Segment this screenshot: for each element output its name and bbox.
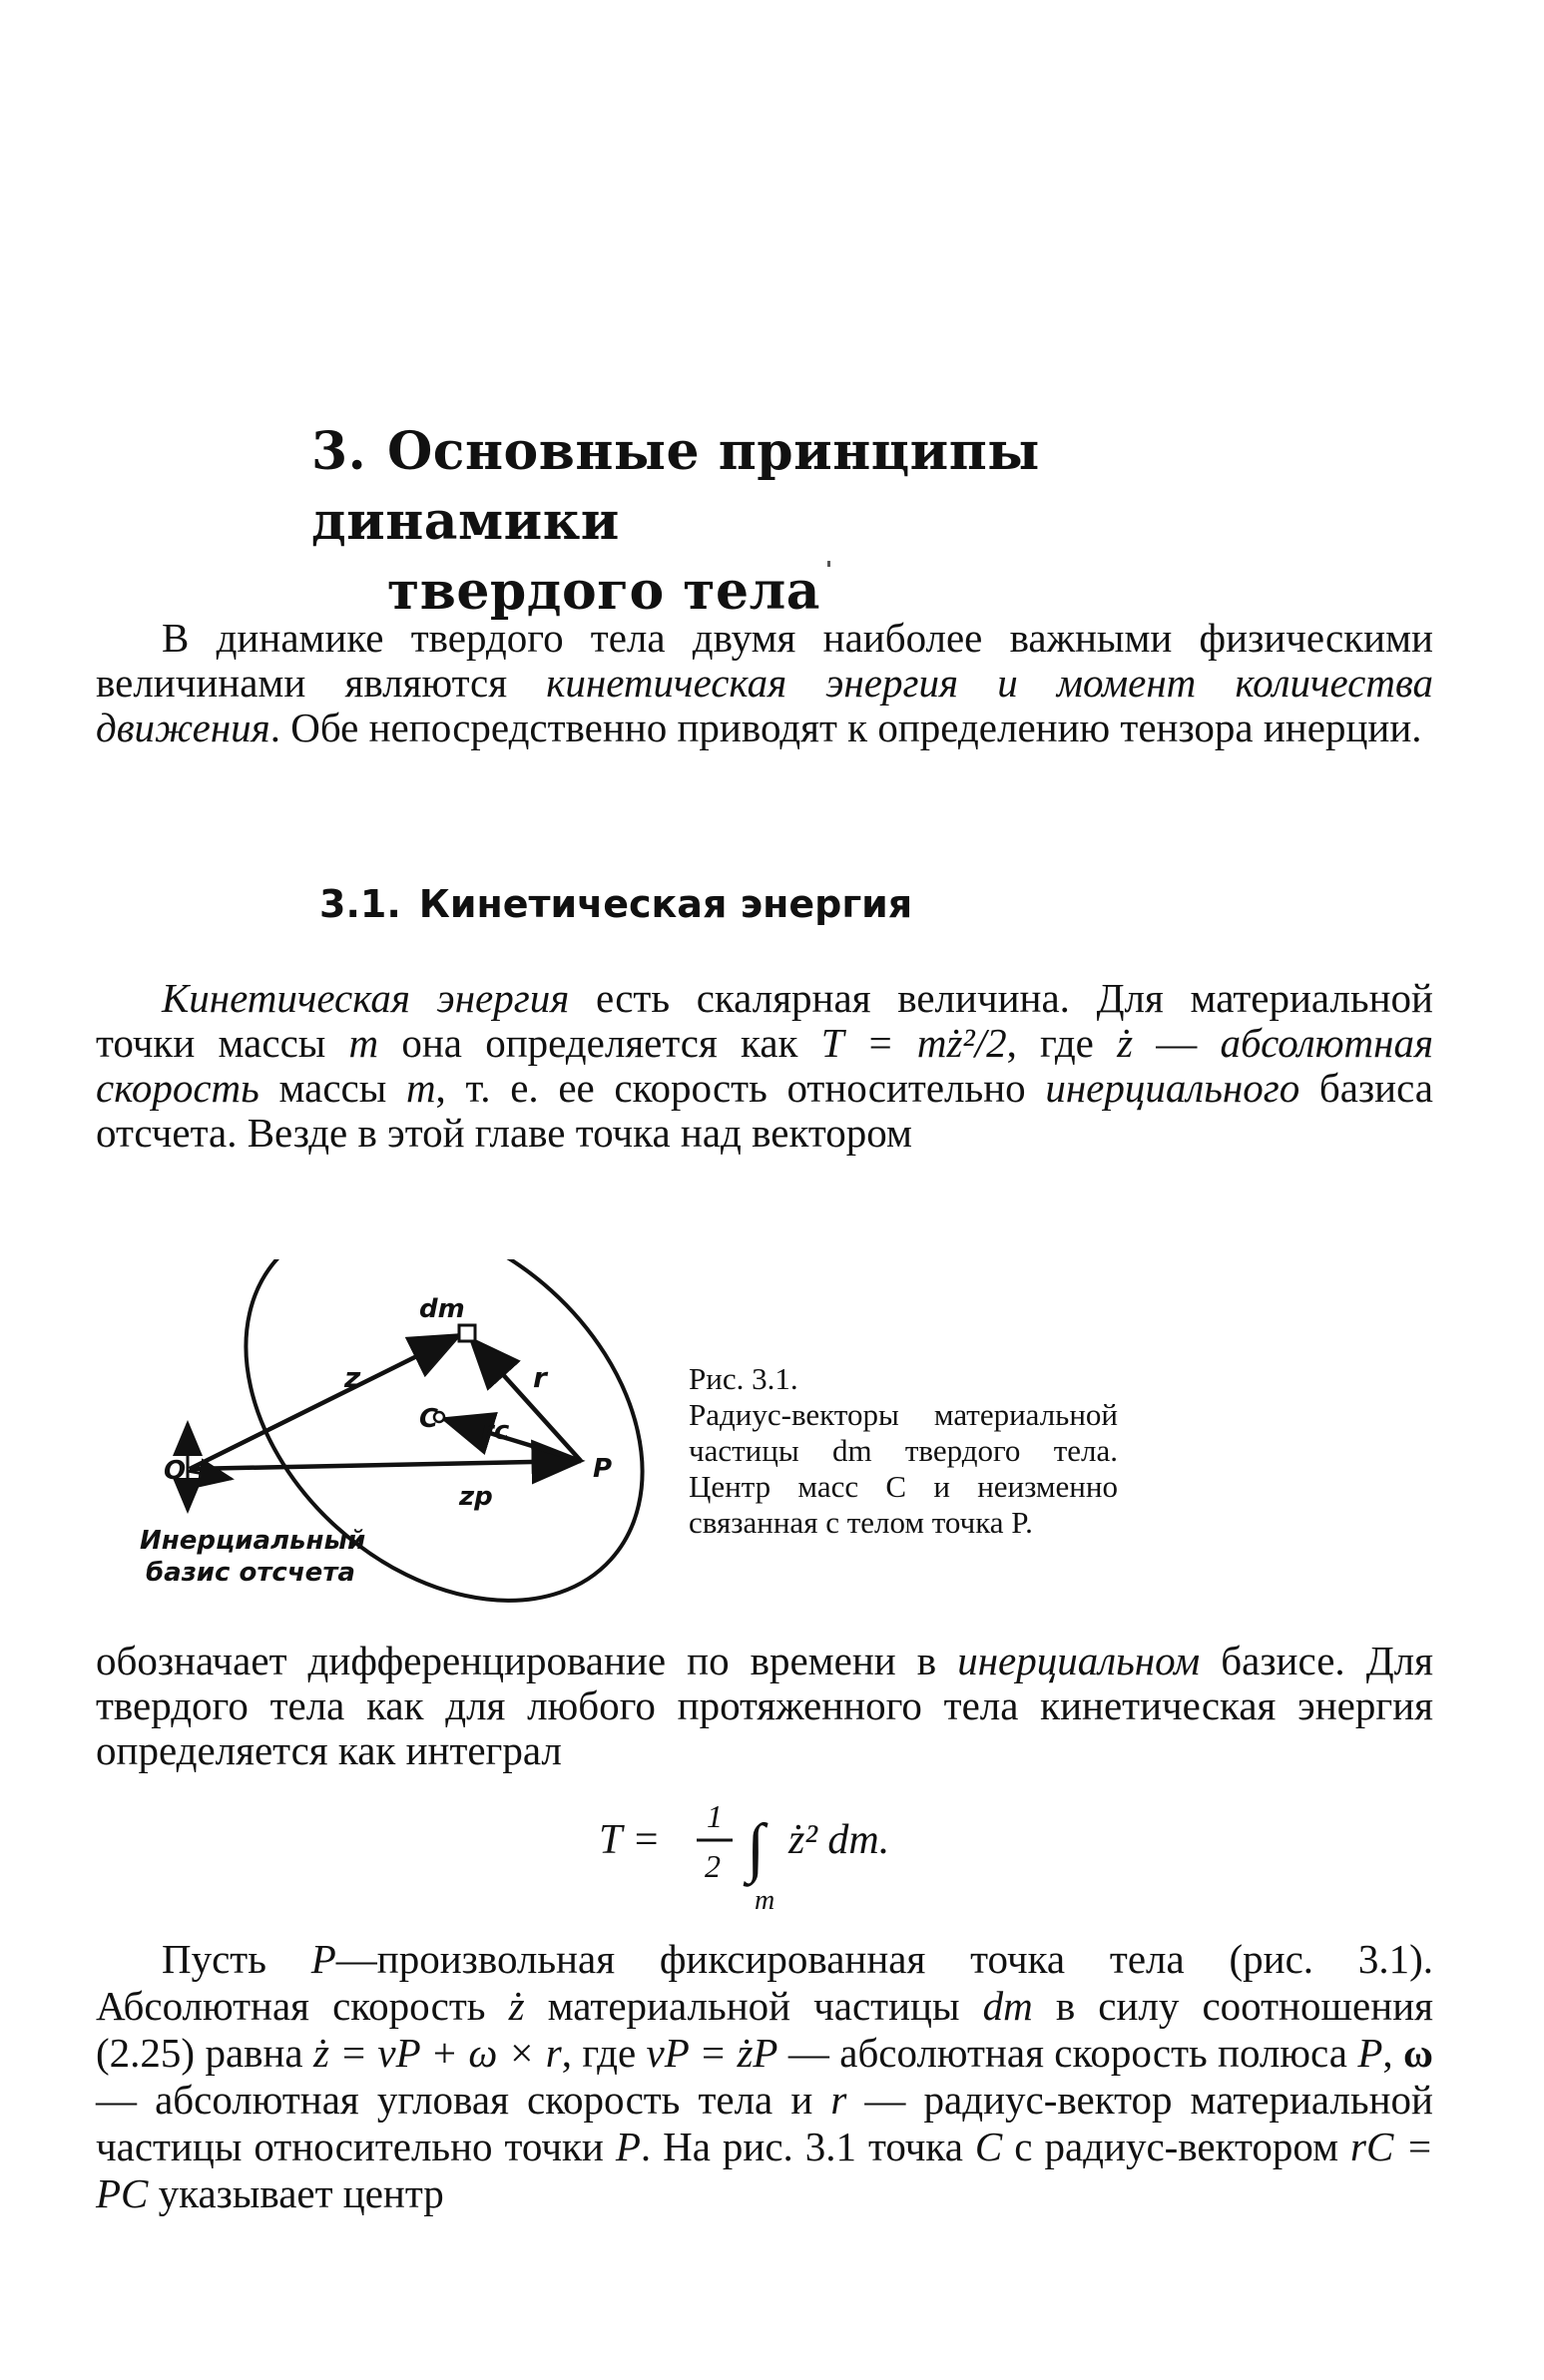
p1-formula-t: T = mż²/2 [820,1020,1007,1066]
p3-var-p: P [310,1936,336,1982]
p3-var-r: r [830,2077,847,2123]
p3-formula-zdot: ż = vP + ω × r [313,2030,562,2076]
velocity-paragraph [96,1936,1433,2217]
p3-text: — абсолютная угловая скорость тела и [96,2077,831,2123]
label-rc: rc [481,1416,510,1446]
chapter-title [311,417,1309,627]
p1-var-zdot: ż [1117,1020,1134,1066]
caption-label: Рис. 3.1. [689,1361,798,1396]
p3-var-p: P [1357,2030,1383,2076]
p1-var-m: m [405,1065,436,1111]
label-p: P [593,1454,613,1484]
intro-paragraph [96,616,1433,750]
p3-var-omega: ω [1403,2030,1434,2076]
chapter-title-line1: Основные принципы динамики [311,421,1040,552]
label-zp: zp [459,1482,493,1512]
p1-text: , т. е. ее скорость относительно [435,1065,1046,1111]
intro-text-1: В динамике твердого тела двумя наиболее важными физическими величинами являются [96,615,1433,706]
p3-text: с радиус-вектором [1002,2124,1351,2169]
formula-numerator: 1 [707,1798,723,1834]
term-inertial: инерциальном [957,1638,1201,1683]
p3-text: в силу соотношения (2.25) равна [96,1983,1433,2076]
figure-diagram [120,1259,679,1619]
p3-text: — абсолютная скорость полюса [777,2030,1358,2076]
p1-var-m: m [348,1020,379,1066]
p3-var-c: C [974,2124,1003,2169]
caption-text: Радиус-векторы материальной частицы dm твердого тела. Центр масс C и неизменно связанная с телом точка P. [689,1397,1118,1540]
p3-text: материальной частицы [524,1983,983,2029]
label-basis-line2: базис отсчета [146,1558,355,1588]
integral-intro-paragraph [96,1639,1433,1773]
vector-z [190,1335,459,1469]
formula-lhs: T = [599,1817,661,1863]
section-title [319,882,912,926]
chapter-title-line2: твердого тела [387,561,820,622]
section-title-text: Кинетическая энергия [418,882,913,926]
p3-var-dm: dm [982,1983,1033,2029]
p3-var-p: P [615,2124,641,2169]
term-kinetic-energy: Кинетическая энергия [162,975,570,1021]
p1-text: базиса отсчета. Везде в этой главе точка над вектором [96,1065,1433,1156]
p3-text: , где [561,2030,647,2076]
term-inertial: инерциального [1045,1065,1300,1111]
label-dm: dm [419,1294,465,1324]
p1-text: — [1133,1020,1221,1066]
p3-text: . На рис. 3.1 точка [640,2124,975,2169]
section-number: 3.1. [319,882,401,926]
p3-text: — радиус-вектор материальной частицы относительно точки [96,2077,1433,2169]
intro-text-2: . Обе непосредственно приводят к определению тензора инерции. [269,705,1422,750]
p3-text: —произвольная фиксированная точка тела (рис. 3.1). Абсолютная скорость [96,1936,1433,2029]
formula-svg [599,1791,998,1921]
p2-text: базисе. Для твердого тела как для любого протяженного тела кинетическая энергия определяется как интеграл [96,1638,1433,1773]
p1-text: есть скалярная величина. Для материальной точки массы [96,975,1433,1066]
kinetic-energy-formula [599,1791,998,1921]
p1-text: , где [1006,1020,1118,1066]
chapter-number: 3. [311,421,367,482]
p3-formula-vp: vP = żP [646,2030,778,2076]
label-o: O [164,1456,187,1486]
formula-integrand: ż² dm. [788,1817,890,1863]
term-absolute-velocity: абсолютная скорость [96,1020,1434,1111]
mass-element-square [459,1325,475,1341]
kinetic-energy-paragraph [96,976,1433,1156]
p3-var-zdot: ż [508,1983,525,2029]
print-speck [827,561,830,567]
integral-sign: ∫ [747,1811,766,1884]
formula-denominator: 2 [705,1848,721,1884]
basis-axis-right [188,1471,232,1479]
p1-text: массы [258,1065,406,1111]
label-r: r [533,1361,547,1394]
integral-limit: m [755,1885,775,1916]
vector-zp [190,1461,581,1469]
p3-text: Пусть [162,1936,311,1982]
p2-text: обозначает дифференцирование по времени в [96,1638,958,1683]
intro-term: кинетическая энергия и момент количества движения [96,660,1433,750]
figure-3-1 [120,1259,679,1619]
label-z: z [344,1361,361,1394]
label-c: C [419,1404,439,1434]
p3-text: указывает центр [148,2170,444,2216]
figure-caption [689,1361,1118,1541]
p3-text: , [1382,2030,1404,2076]
p3-formula-rc: rC = PC [96,2124,1433,2216]
p1-text: она определяется как [378,1020,821,1066]
label-basis-line1: Инерциальный [140,1526,366,1556]
